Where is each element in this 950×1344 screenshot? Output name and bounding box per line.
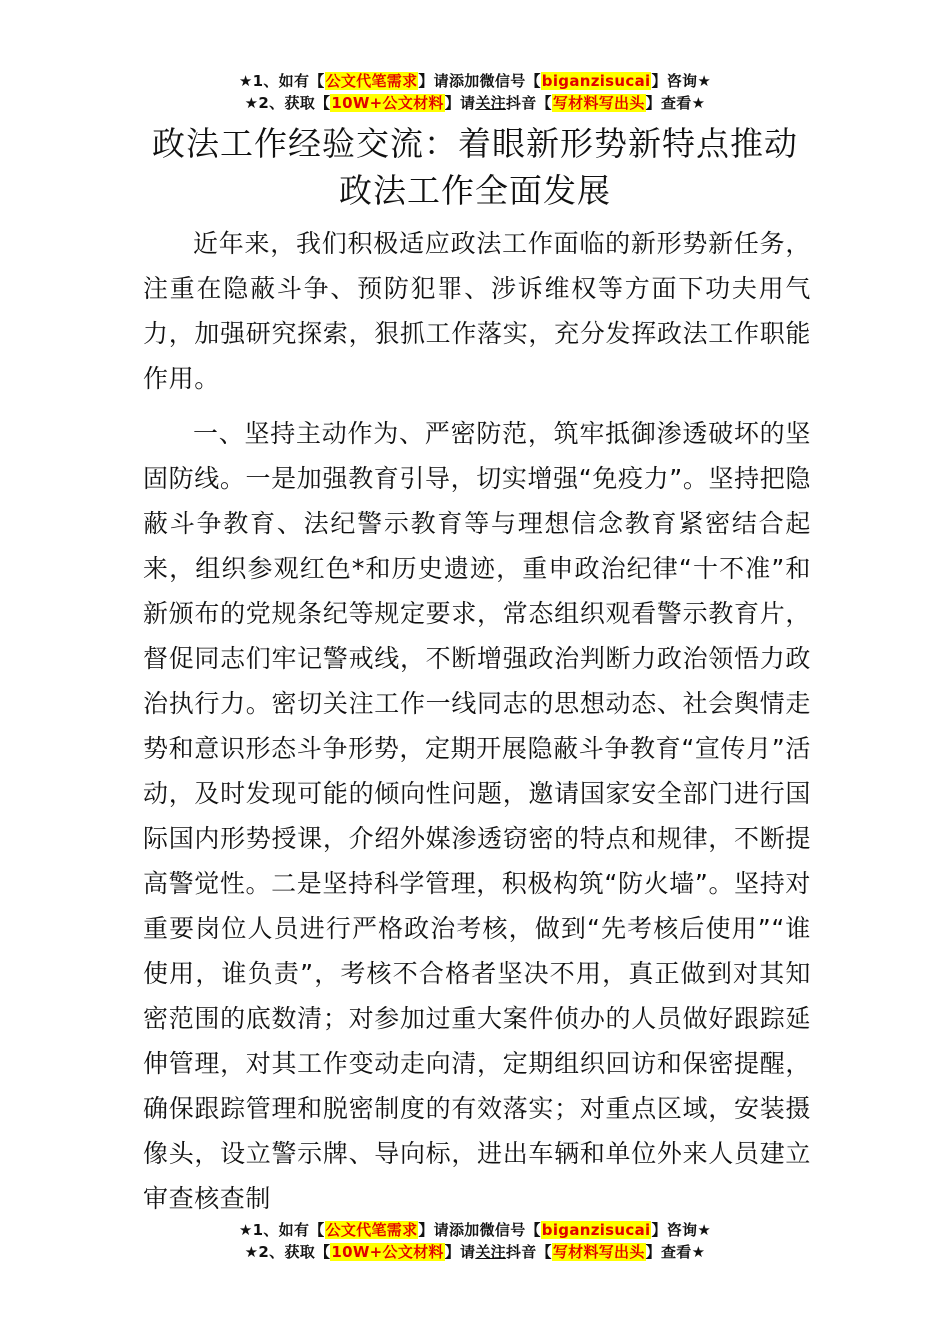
promo-text: 抖音【 [505, 94, 552, 112]
promo-highlight-service: 公文代笔需求 [325, 72, 418, 90]
promo-text: 】查看★ [645, 1243, 706, 1261]
promo-line-2 [0, 92, 950, 114]
promo-text: ★1、如有【 [238, 1221, 325, 1239]
promo-text: 微信号【 [479, 1221, 541, 1239]
document-title [100, 120, 850, 214]
promo-text: 】咨询★ [651, 1221, 712, 1239]
promo-highlight-wechat-id: biganzisucai [541, 72, 651, 90]
promo-highlight-douyin: 写材料写出头 [552, 94, 645, 112]
promo-text: 加 [464, 1221, 480, 1239]
promo-text: 】请添 [418, 1221, 465, 1239]
paragraph-section-1: 一、坚持主动作为、严密防范，筑牢抵御渗透破坏的坚固防线。一是加强教育引导，切实增强“免疫力”。坚持把隐蔽斗争教育、法纪警示教育等与理想信念教育紧密结合起来，组织参观红色*和历史遗迹，重申政治纪律“十不准”和新颁布的党规条纪等规定要求，常态组织观看警示教育片，督促同志们牢记警戒线，不断增强政治判断力政治领悟力政治执行力。密切关注工作一线同志的思想动态、社会舆情走势和意识形态斗争形势，定期开展隐蔽斗争教育“宣传月”活动，及时发现可能的倾向性问题，邀请国家安全部门进行国际国内形势授课，介绍外媒渗透窃密的特点和规律，不断提高警觉性。二是坚持科学管理，积极构筑“防火墙”。坚持对重要岗位人员进行严格政治考核，做到“先考核后使用”“谁使用，谁负责”，考核不合格者坚决不用，真正做到对其知密范围的底数清；对参加过重大案件侦办的人员做好跟踪延伸管理，对其工作变动走向清，定期组织回访和保密提醒，确保跟踪管理和脱密制度的有效落实；对重点区域，安装摄像头，设立警示牌、导向标，进出车辆和单位外来人员建立审查核查制 [143, 419, 811, 1213]
promo-line-2 [0, 1241, 950, 1263]
promo-text: ★2、获取【 [244, 1243, 331, 1261]
promo-highlight-materials: 10W+公文材料 [331, 1243, 444, 1261]
promo-text: 】请 [444, 94, 476, 112]
promo-highlight-materials: 10W+公文材料 [331, 94, 444, 112]
title-line-2: 政法工作全面发展 [339, 171, 611, 210]
document-body [143, 221, 811, 1221]
promo-text: 关注 [475, 94, 506, 112]
promo-text: 加 [464, 72, 480, 90]
top-promo-banner [0, 70, 950, 114]
promo-text: 】请添 [418, 72, 465, 90]
promo-highlight-douyin: 写材料写出头 [552, 1243, 645, 1261]
promo-text: ★2、获取【 [244, 94, 331, 112]
promo-text: 抖音【 [505, 1243, 552, 1261]
title-line-1: 政法工作经验交流：着眼新形势新特点推动 [152, 124, 798, 163]
promo-highlight-service: 公文代笔需求 [325, 1221, 418, 1239]
promo-text: 】咨询★ [651, 72, 712, 90]
paragraph-intro: 近年来，我们积极适应政法工作面临的新形势新任务，注重在隐蔽斗争、预防犯罪、涉诉维权等方面下功夫用气力，加强研究探索，狠抓工作落实，充分发挥政法工作职能作用。 [143, 229, 811, 393]
promo-text: 微信号【 [479, 72, 541, 90]
promo-text: 关注 [475, 1243, 506, 1261]
promo-highlight-wechat-id: biganzisucai [541, 1221, 651, 1239]
promo-text: ★1、如有【 [238, 72, 325, 90]
promo-text: 】请 [444, 1243, 476, 1261]
promo-line-1 [0, 1219, 950, 1241]
promo-text: 】查看★ [645, 94, 706, 112]
bottom-promo-banner [0, 1219, 950, 1263]
promo-line-1 [0, 70, 950, 92]
